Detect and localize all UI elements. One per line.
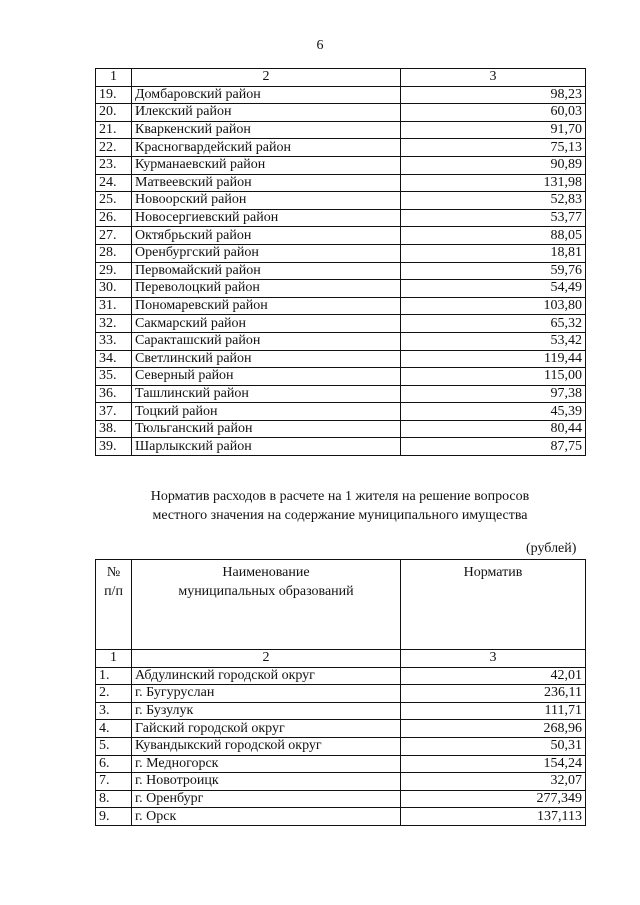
row-number: 27.	[96, 227, 132, 245]
row-name: Пономаревский район	[132, 297, 401, 315]
table-row	[96, 280, 586, 298]
row-name: Кувандыкский городской округ	[132, 737, 401, 755]
table-row	[96, 104, 586, 122]
row-name: Красногвардейский район	[132, 139, 401, 157]
row-number: 29.	[96, 262, 132, 280]
table-row	[96, 773, 586, 791]
row-value: 236,11	[401, 685, 586, 703]
table-row	[96, 350, 586, 368]
column-index-2: 2	[132, 650, 401, 668]
row-value: 111,71	[401, 702, 586, 720]
header-name	[132, 560, 401, 650]
header-norm	[401, 560, 586, 650]
row-name: Абдулинский городской округ	[132, 667, 401, 685]
row-number: 20.	[96, 104, 132, 122]
row-name: Курманаевский район	[132, 156, 401, 174]
table-header-row	[96, 560, 586, 650]
header-text: №	[106, 565, 121, 580]
caption-line: Норматив расходов в расчете на 1 жителя на решение вопросов	[150, 489, 530, 504]
municipal-districts-table	[95, 68, 586, 456]
row-number: 32.	[96, 315, 132, 333]
row-number: 5.	[96, 737, 132, 755]
table-row	[96, 174, 586, 192]
row-number: 1.	[96, 667, 132, 685]
row-name: Переволоцкий район	[132, 280, 401, 298]
table-caption	[0, 487, 640, 525]
column-index-2: 2	[132, 69, 401, 87]
table-row	[96, 667, 586, 685]
column-index-1: 1	[96, 69, 132, 87]
row-name: Домбаровский район	[132, 86, 401, 104]
row-value: 131,98	[401, 174, 586, 192]
row-number: 39.	[96, 438, 132, 456]
row-value: 115,00	[401, 368, 586, 386]
table-row	[96, 121, 586, 139]
row-name: г. Орск	[132, 808, 401, 826]
row-value: 154,24	[401, 755, 586, 773]
table-row	[96, 262, 586, 280]
column-index-3: 3	[401, 650, 586, 668]
row-value: 54,49	[401, 280, 586, 298]
row-value: 59,76	[401, 262, 586, 280]
row-number: 7.	[96, 773, 132, 791]
row-value: 91,70	[401, 121, 586, 139]
row-name: Тоцкий район	[132, 403, 401, 421]
row-name: Оренбургский район	[132, 244, 401, 262]
row-value: 53,77	[401, 209, 586, 227]
table-row	[96, 737, 586, 755]
row-name: г. Новотроицк	[132, 773, 401, 791]
column-index-1: 1	[96, 650, 132, 668]
row-name: Шарлыкский район	[132, 438, 401, 456]
table-row	[96, 209, 586, 227]
row-name: Кваркенский район	[132, 121, 401, 139]
row-number: 8.	[96, 790, 132, 808]
row-number: 9.	[96, 808, 132, 826]
table-row	[96, 808, 586, 826]
table-row	[96, 297, 586, 315]
row-value: 119,44	[401, 350, 586, 368]
row-value: 53,42	[401, 332, 586, 350]
header-text: Наименование	[222, 565, 310, 580]
row-value: 52,83	[401, 192, 586, 210]
header-text: п/п	[104, 584, 123, 599]
row-number: 36.	[96, 385, 132, 403]
row-name: г. Бузулук	[132, 702, 401, 720]
table-row	[96, 385, 586, 403]
row-value: 42,01	[401, 667, 586, 685]
table-row	[96, 86, 586, 104]
row-number: 34.	[96, 350, 132, 368]
row-value: 75,13	[401, 139, 586, 157]
table-row	[96, 720, 586, 738]
row-number: 38.	[96, 420, 132, 438]
row-number: 37.	[96, 403, 132, 421]
row-name: Илекский район	[132, 104, 401, 122]
row-number: 35.	[96, 368, 132, 386]
row-number: 2.	[96, 685, 132, 703]
row-number: 3.	[96, 702, 132, 720]
row-value: 45,39	[401, 403, 586, 421]
row-value: 97,38	[401, 385, 586, 403]
table-row	[96, 156, 586, 174]
header-text: Норматив	[463, 565, 523, 580]
table-row	[96, 192, 586, 210]
row-number: 22.	[96, 139, 132, 157]
table-row	[96, 755, 586, 773]
row-value: 18,81	[401, 244, 586, 262]
row-value: 65,32	[401, 315, 586, 333]
row-number: 6.	[96, 755, 132, 773]
row-value: 80,44	[401, 420, 586, 438]
row-name: Новосергиевский район	[132, 209, 401, 227]
header-text: муниципальных образований	[178, 584, 354, 599]
row-name: Новоорский район	[132, 192, 401, 210]
row-number: 19.	[96, 86, 132, 104]
row-value: 277,349	[401, 790, 586, 808]
row-number: 4.	[96, 720, 132, 738]
row-number: 33.	[96, 332, 132, 350]
table-row	[96, 420, 586, 438]
table-row	[96, 403, 586, 421]
table-row	[96, 315, 586, 333]
row-number: 31.	[96, 297, 132, 315]
row-number: 26.	[96, 209, 132, 227]
row-value: 60,03	[401, 104, 586, 122]
unit-label: (рублей)	[526, 541, 577, 556]
table-row	[96, 244, 586, 262]
row-number: 28.	[96, 244, 132, 262]
table-index-row	[96, 650, 586, 668]
row-value: 268,96	[401, 720, 586, 738]
table-row	[96, 790, 586, 808]
row-value: 103,80	[401, 297, 586, 315]
row-name: Ташлинский район	[132, 385, 401, 403]
table-row	[96, 438, 586, 456]
row-number: 24.	[96, 174, 132, 192]
table-row	[96, 139, 586, 157]
column-index-3: 3	[401, 69, 586, 87]
table-row	[96, 227, 586, 245]
row-number: 21.	[96, 121, 132, 139]
table-row	[96, 685, 586, 703]
row-number: 25.	[96, 192, 132, 210]
row-value: 50,31	[401, 737, 586, 755]
property-norms-table	[95, 559, 586, 826]
row-value: 90,89	[401, 156, 586, 174]
table-index-row	[96, 69, 586, 87]
page-number: 6	[316, 38, 324, 53]
row-name: Северный район	[132, 368, 401, 386]
row-number: 23.	[96, 156, 132, 174]
caption-line: местного значения на содержание муниципального имущества	[152, 508, 528, 523]
row-name: Первомайский район	[132, 262, 401, 280]
row-value: 98,23	[401, 86, 586, 104]
row-name: Октябрьский район	[132, 227, 401, 245]
row-name: Саракташский район	[132, 332, 401, 350]
row-name: г. Медногорск	[132, 755, 401, 773]
row-value: 88,05	[401, 227, 586, 245]
row-name: Светлинский район	[132, 350, 401, 368]
row-value: 137,113	[401, 808, 586, 826]
row-name: Тюльганский район	[132, 420, 401, 438]
table-row	[96, 368, 586, 386]
row-name: г. Бугуруслан	[132, 685, 401, 703]
table-row	[96, 332, 586, 350]
header-number	[96, 560, 132, 650]
table-row	[96, 702, 586, 720]
row-name: Сакмарский район	[132, 315, 401, 333]
row-value: 87,75	[401, 438, 586, 456]
row-name: Гайский городской округ	[132, 720, 401, 738]
row-number: 30.	[96, 280, 132, 298]
row-value: 32,07	[401, 773, 586, 791]
row-name: Матвеевский район	[132, 174, 401, 192]
row-name: г. Оренбург	[132, 790, 401, 808]
